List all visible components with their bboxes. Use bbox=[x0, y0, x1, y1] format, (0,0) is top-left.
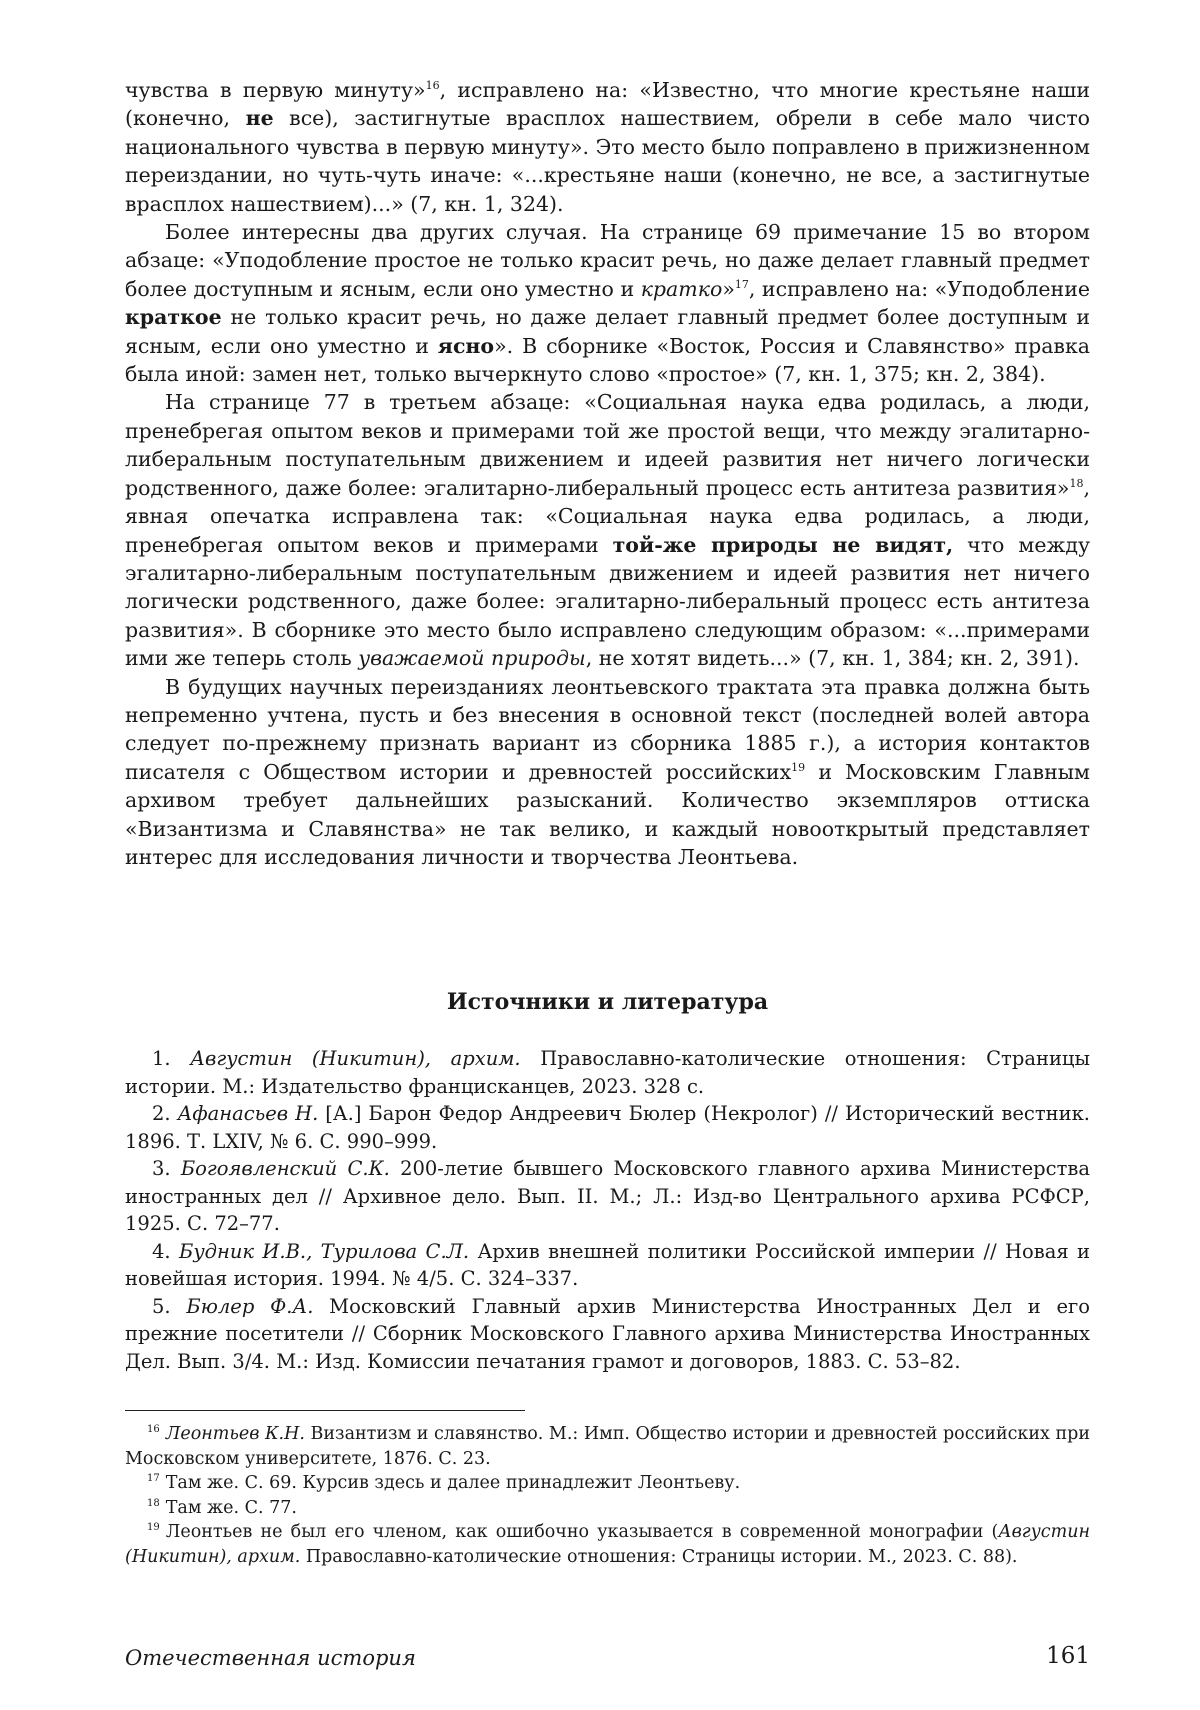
footnote-18: $^{18}$ Там же. С. 77. bbox=[147, 1497, 297, 1518]
journal-title: Отечественная история bbox=[125, 1646, 416, 1670]
footnote-number: 17 bbox=[147, 1473, 160, 1485]
bold-emphasis: ясно bbox=[437, 333, 495, 358]
paragraph-2: Более интересны два других случая. На странице 69 примечание 15 во втором абзаце: «Уподобление простое не только красит речь, но даже делает главный предмет более доступным и ясным, если оно уместно и кратко»$^{17}$, исправлено на: «Уподобление краткое не только красит речь, но даже делает главный предмет более доступным и ясным, если оно уместно и ясно». В сборнике «Восток, Россия и Славянство» правка была иной: замен нет, только вычеркнуто слово «простое» (7, кн. 1, 375; кн. 2, 384). bbox=[125, 220, 1091, 387]
reference-item: 4. Будник И.В., Турилова С.Л. Архив внешней политики Российской империи // Новая и новейшая история. 1994. № 4/5. С. 324–337. bbox=[125, 1239, 1091, 1290]
reference-author: Будник И.В., Турилова С.Л. bbox=[178, 1239, 470, 1263]
reference-author: Бюлер Ф.А. bbox=[186, 1294, 314, 1318]
reference-author: Богоявленский С.К. bbox=[180, 1157, 390, 1180]
reference-item: 2. Афанасьев Н. [А.] Барон Федор Андреевич Бюлер (Некролог) // Исторический вестник. 1896. Т. LXIV, № 6. С. 990–999. bbox=[125, 1102, 1090, 1153]
body-text bbox=[125, 76, 1090, 871]
bold-emphasis: краткое bbox=[125, 305, 222, 330]
paragraph-3: На странице 77 в третьем абзаце: «Социальная наука едва родилась, а люди, пренебрегая опытом веков и примерами той же простой вещи, что между эгалитарно-либеральным поступательным движением и идеей развития нет ничего логически родственного, даже более: эгалитарно-либеральный процесс есть антитеза развития»$^{18}$, явная опечатка исправлена так: «Социальная наука едва родилась, а люди, пренебрегая опытом веков и примерами той-же природы не видят, что между эгалитарно-либеральным поступательным движением и идеей развития нет ничего логически родственного, даже более: эгалитарно-либеральный процесс есть антитеза развития». В сборнике это место было исправлено следующим образом: «...примерами ими же теперь столь уважаемой природы, не хотят видеть...» (7, кн. 1, 384; кн. 2, 391). bbox=[125, 390, 1091, 671]
footnote-number: 16 bbox=[147, 1424, 160, 1436]
page-number: 161 bbox=[1046, 1643, 1090, 1669]
italic-emphasis: кратко bbox=[640, 276, 723, 301]
section-title: Источники и литература bbox=[446, 989, 769, 1015]
footnote-number: 19 bbox=[147, 1522, 160, 1534]
paragraph-4: В будущих научных переизданиях леонтьевского трактата эта правка должна быть непременно учтена, пусть и без внесения в основной текст (последней волей автора следует по-прежнему признать вариант из сборника 1885 г.), а история контактов писателя с Обществом истории и древностей российских$^{19}$ и Московским Главным архивом требует дальнейших разысканий. Количество экземпляров оттиска «Византизма и Славянства» не так велико, и каждый новооткрытый представляет интерес для исследования личности и творчества Леонтьева. bbox=[125, 674, 1090, 869]
bold-emphasis: не bbox=[245, 106, 274, 131]
reference-item: 1. Августин (Никитин), архим. Православно-католические отношения: Страницы истории. М.: Издательство францисканцев, 2023. 328 с. bbox=[125, 1047, 1090, 1098]
italic-emphasis: уважаемой природы bbox=[358, 646, 586, 671]
footnote-divider bbox=[125, 1410, 525, 1411]
footnote-ref-17[interactable]: 17 bbox=[734, 278, 749, 292]
footnote-17: $^{17}$ Там же. С. 69. Курсив здесь и далее принадлежит Леонтьеву. bbox=[147, 1473, 741, 1493]
footnote-number: 18 bbox=[147, 1497, 160, 1509]
footnote-19: $^{19}$ Леонтьев не был его членом, как ошибочно указывается в современной монографии (Августин (Никитин), архим. Православно-католические отношения: Страницы истории. М., 2023. С. 88). bbox=[125, 1522, 1090, 1567]
footnote-ref-16[interactable]: 16 bbox=[425, 79, 440, 93]
footnotes bbox=[125, 1422, 1090, 1569]
reference-author: Афанасьев Н. bbox=[177, 1102, 319, 1125]
footnote-16: $^{16}$ Леонтьев К.Н. Византизм и славянство. М.: Имп. Общество истории и древностей российских при Московском университете, 1876. С. 23. bbox=[125, 1424, 1090, 1469]
paragraph-1: чувства в первую минуту»$^{16}$, исправлено на: «Известно, что многие крестьяне наши (конечно, не все), застигнутые врасплох нашествием, обрели в себе мало чисто национального чувства в первую минуту». Это место было поправлено в прижизненном переиздании, но чуть-чуть иначе: «...крестьяне наши (конечно, не все, а застигнутые врасплох нашествием)...» (7, кн. 1, 324). bbox=[125, 78, 1091, 216]
bold-emphasis: той-же природы не видят, bbox=[612, 532, 954, 557]
references-list bbox=[125, 1045, 1090, 1375]
reference-author: Августин (Никитин), архим. bbox=[190, 1047, 521, 1070]
reference-item: 3. Богоявленский С.К. 200-летие бывшего Московского главного архива Министерства иностранных дел // Архивное дело. Вып. II. М.; Л.: Изд-во Центрального архива РСФСР, 1925. С. 72–77. bbox=[125, 1157, 1090, 1235]
footnote-ref-18[interactable]: 18 bbox=[1069, 476, 1084, 490]
footnote-ref-19[interactable]: 19 bbox=[791, 760, 806, 774]
reference-item: 5. Бюлер Ф.А. Московский Главный архив Министерства Иностранных Дел и его прежние посетители // Сборник Московского Главного архива Министерства Иностранных Дел. Вып. 3/4. М.: Изд. Комиссии печатания грамот и договоров, 1883. С. 53–82. bbox=[125, 1294, 1090, 1373]
